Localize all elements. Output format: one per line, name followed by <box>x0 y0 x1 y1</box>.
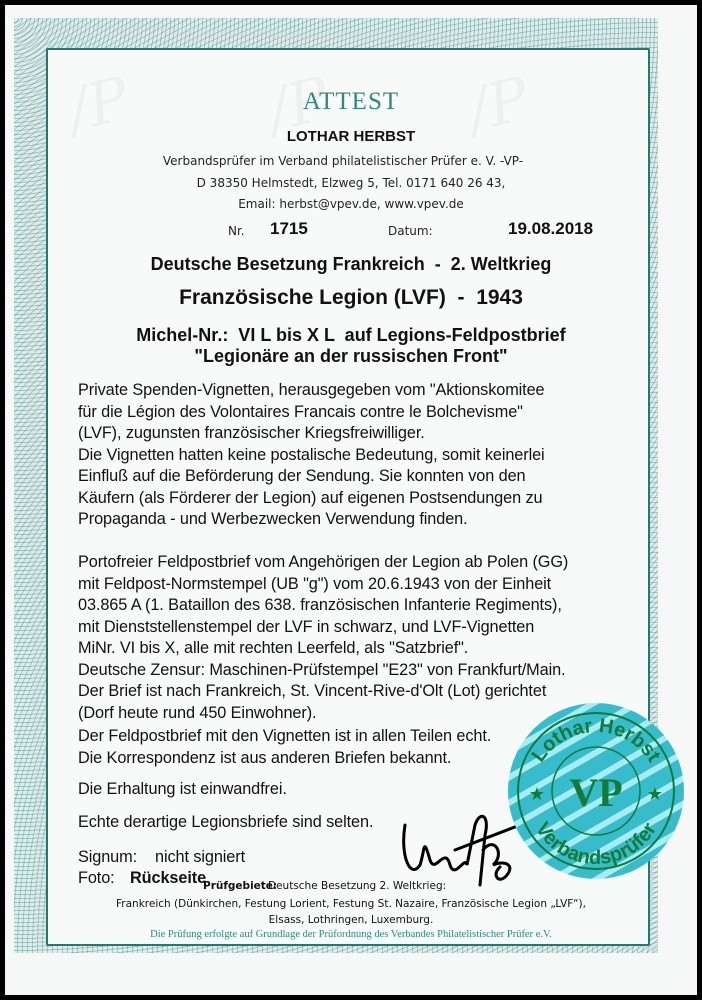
text-line: Der Feldpostbrief mit den Vignetten ist in allen Teilen echt. <box>78 727 492 745</box>
examiner-address: D 38350 Helmstedt, Elzweg 5, Tel. 0171 640 26 43, <box>196 176 506 190</box>
signum-value: nicht signiert <box>155 848 245 866</box>
text-line: für die Légion des Volontaires Francais contre le Bolchevisme" <box>78 402 523 421</box>
foto-value: Rückseite <box>130 869 207 887</box>
text-line: (Dorf heute rund 450 Einwohner). <box>78 703 317 722</box>
text-line: Deutsche Zensur: Maschinen-Prüfstempel "E23" von Frankfurt/Main. <box>78 660 566 679</box>
signum-label: Signum: <box>78 848 138 866</box>
text-line: MiNr. VI bis X, alle mit rechten Leerfeld, als "Satzbrief". <box>78 639 469 657</box>
areas-line-1: Deutsche Besetzung 2. Weltkrieg: <box>268 880 447 892</box>
text-line: Der Brief ist nach Frankreich, St. Vincent-Rive-d'Olt (Lot) gerichtet <box>78 682 547 700</box>
rarity-statement: Echte derartige Legionsbriefe sind selten. <box>78 813 374 831</box>
text-line: Einfluß auf die Beförderung der Sendung. Sie konnten von den <box>78 467 526 485</box>
certificate-number: 1715 <box>270 219 308 238</box>
certificate-date: 19.08.2018 <box>508 219 594 238</box>
condition-statement: Die Erhaltung ist einwandfrei. <box>78 780 287 798</box>
text-line: mit Dienststellenstempel der LVF in schwarz, und LVF-Vignetten <box>78 617 535 636</box>
text-line: Käufern (als Förderer der Legion) auf eigenen Postsendungen zu <box>78 488 543 507</box>
areas-line-3: Elsass, Lothringen, Luxemburg. <box>268 914 434 926</box>
number-label: Nr. <box>228 224 245 238</box>
examiner-affiliation: Verbandsprüfer im Verband philatelistischer Prüfer e. V. -VP- <box>162 154 524 168</box>
text-line: (LVF), zugunsten französischer Kriegsfreiwilliger. <box>78 424 425 442</box>
foto-label: Foto: <box>78 869 115 887</box>
areas-label: Prüfgebiete: <box>203 880 278 892</box>
examiner-name: LOTHAR HERBST <box>286 128 416 145</box>
text-line: Private Spenden-Vignetten, herausgegeben vom "Aktionskomitee <box>78 381 545 399</box>
subject-area: Deutsche Besetzung Frankreich - 2. Weltkrieg <box>150 254 552 274</box>
examiner-contact: Email: herbst@vpev.de, www.vpev.de <box>238 197 464 211</box>
areas-line-2: Frankreich (Dünkirchen, Festung Lorient, Festung St. Nazaire, Französische Legion „LVF“), <box>116 898 586 910</box>
michel-number: Michel-Nr.: VI L bis X L auf Legions-Feldpostbrief <box>136 325 566 345</box>
svg-text:★: ★ <box>646 784 664 804</box>
text-line: Die Korrespondenz ist aus anderen Briefen bekannt. <box>78 748 452 767</box>
text-line: Portofreier Feldpostbrief vom Angehörigen der Legion ab Polen (GG) <box>78 553 569 571</box>
svg-text:Lothar Herbst: Lothar Herbst <box>527 714 665 767</box>
svg-text:Verbandsprüfer: Verbandsprüfer <box>530 818 661 870</box>
text-line: Propaganda - und Werbezwecken Verwendung finden. <box>78 510 468 528</box>
text-line: 03.865 A (1. Bataillon des 638. französischen Infanterie Regiments), <box>78 596 562 614</box>
text-line: Die Vignetten hatten keine postalische Bedeutung, somit keinerlei <box>78 445 545 464</box>
seal-center: VP <box>569 770 623 815</box>
item-title: "Legionäre an der russischen Front" <box>194 346 508 366</box>
examination-basis: Die Prüfung erfolgte auf Grundlage der Prüfordnung des Verbandes Philatelistischer Prüfer e.V. <box>150 929 552 940</box>
subject-issue: Französische Legion (LVF) - 1943 <box>179 286 523 309</box>
svg-text:★: ★ <box>528 784 546 804</box>
date-label: Datum: <box>388 224 433 238</box>
document-title: ATTEST <box>302 88 400 115</box>
text-line: mit Feldpost-Normstempel (UB "g") vom 20.6.1943 von der Einheit <box>78 574 552 593</box>
examiner-seal <box>505 700 687 882</box>
